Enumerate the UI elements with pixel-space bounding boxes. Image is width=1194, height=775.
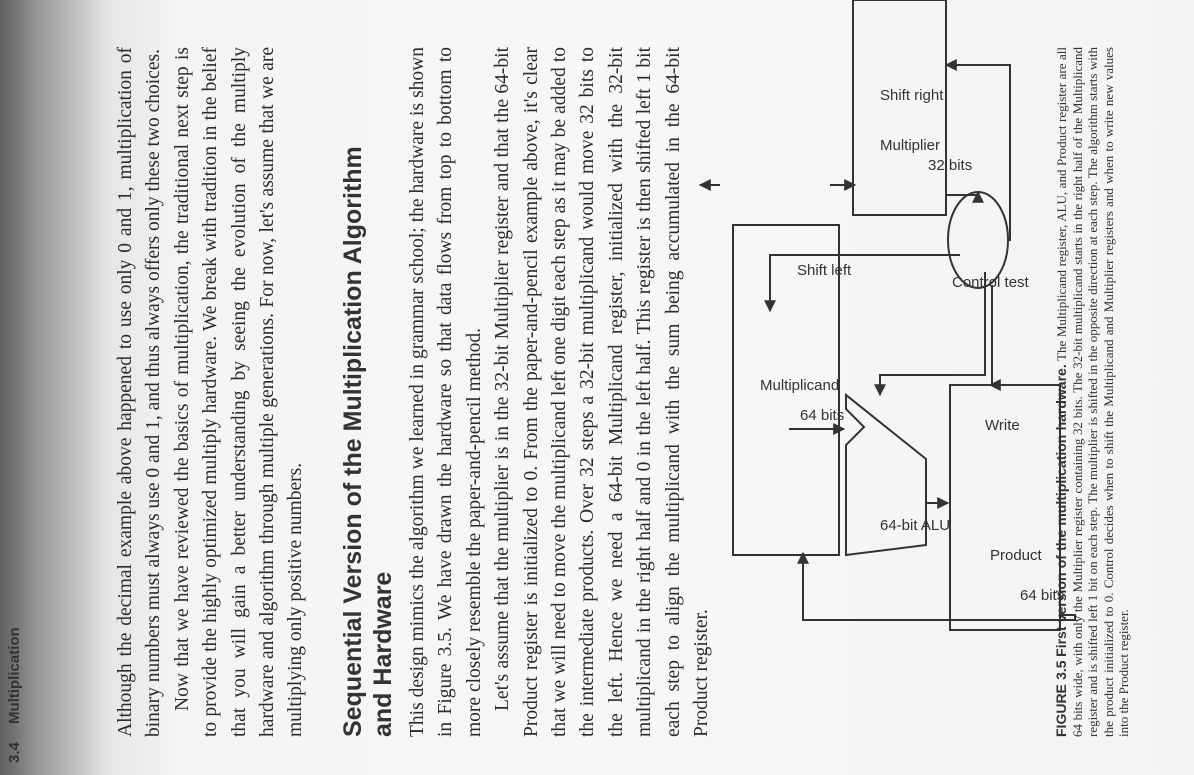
control-to-product-arrow bbox=[990, 285, 992, 385]
figure-tag: FIGURE 3.5 bbox=[1053, 660, 1069, 737]
multiplier-op-label: Shift right bbox=[880, 87, 944, 104]
multiplier-width-label: 32 bits bbox=[928, 157, 973, 174]
section-paragraph-2: Let's assume that the multiplier is in the 32-bit Multiplier register and that the 64-bit Product register is initialized to 0. From the paper-and-pencil example above, it's clear that we will need to move the multiplicand left one digit each step as it may be added to the intermediate products. Over 32 steps a 32-bit multiplicand would move 32 bits to the left. Hence we need a 64-bit Multiplicand register, initialized with the 32-bit multiplicand in the right half and 0 in the left half. This register is then shifted left 1 bit each step to align the multiplicand with the sum being accumulated in the 64-bit Product register. bbox=[492, 47, 713, 737]
multiplicand-label: Multiplicand bbox=[760, 377, 840, 394]
figure-caption-text: The Multiplicand register, ALU, and Product register are all 64 bits wide, with only the Multiplier register containing 32 bits. The 32-bit multiplicand starts in the right half of the Multiplicand register and is shifted left 1 bit on each step. The multiplier is shifted in the opposite direction at each step. The algorithm starts with the product initialized to 0. Control decides when to shift the Multiplicand and Multiplier registers and when to write new values into the Product register. bbox=[1054, 46, 1132, 737]
multiplicand-width-label: 64 bits bbox=[800, 407, 845, 424]
multiplier-register bbox=[853, 0, 946, 215]
intro-paragraph-1: Although the decimal example above happened to use only 0 and 1, multiplication of binary numbers must always use 0 and 1, and thus always offers only these two choices. bbox=[115, 47, 165, 737]
product-label: Product bbox=[990, 547, 1042, 564]
intro-paragraph-2: Now that we have reviewed the basics of multiplication, the traditional next step is to provide the highly optimized multiply hardware. We break with tradition in the belief that you will gain a better understanding by seeing the evolution of the multiply hardware and algorithm through multiple generations. For now, let's assume that we are multiplying only positive numbers. bbox=[171, 47, 307, 737]
figure-title: First version of the multiplication hardware. bbox=[1053, 364, 1069, 657]
product-width-label: 64 bits bbox=[1020, 587, 1065, 604]
product-op-label: Write bbox=[985, 417, 1020, 434]
figure-caption bbox=[1054, 47, 1132, 737]
section-paragraph-1: This design mimics the algorithm we learned in grammar school; the hardware is shown in Figure 3.5. We have drawn the hardware so that data flows from top to bottom to more closely resemble the paper-and-pencil method. bbox=[407, 47, 485, 737]
alu-label: 64-bit ALU bbox=[880, 517, 951, 534]
control-to-multiplier-arrow bbox=[946, 65, 1010, 240]
section-heading-line-1: Sequential Version of the Multiplication Algorithm bbox=[339, 146, 367, 737]
section-title: Multiplication bbox=[6, 627, 23, 724]
control-test-label: Control test bbox=[952, 274, 1029, 291]
section-number: 3.4 bbox=[6, 742, 23, 763]
multiplicand-op-label: Shift left bbox=[797, 262, 852, 279]
multiplier-label: Multiplier bbox=[880, 137, 941, 154]
section-heading-line-2: and Hardware bbox=[369, 571, 397, 737]
